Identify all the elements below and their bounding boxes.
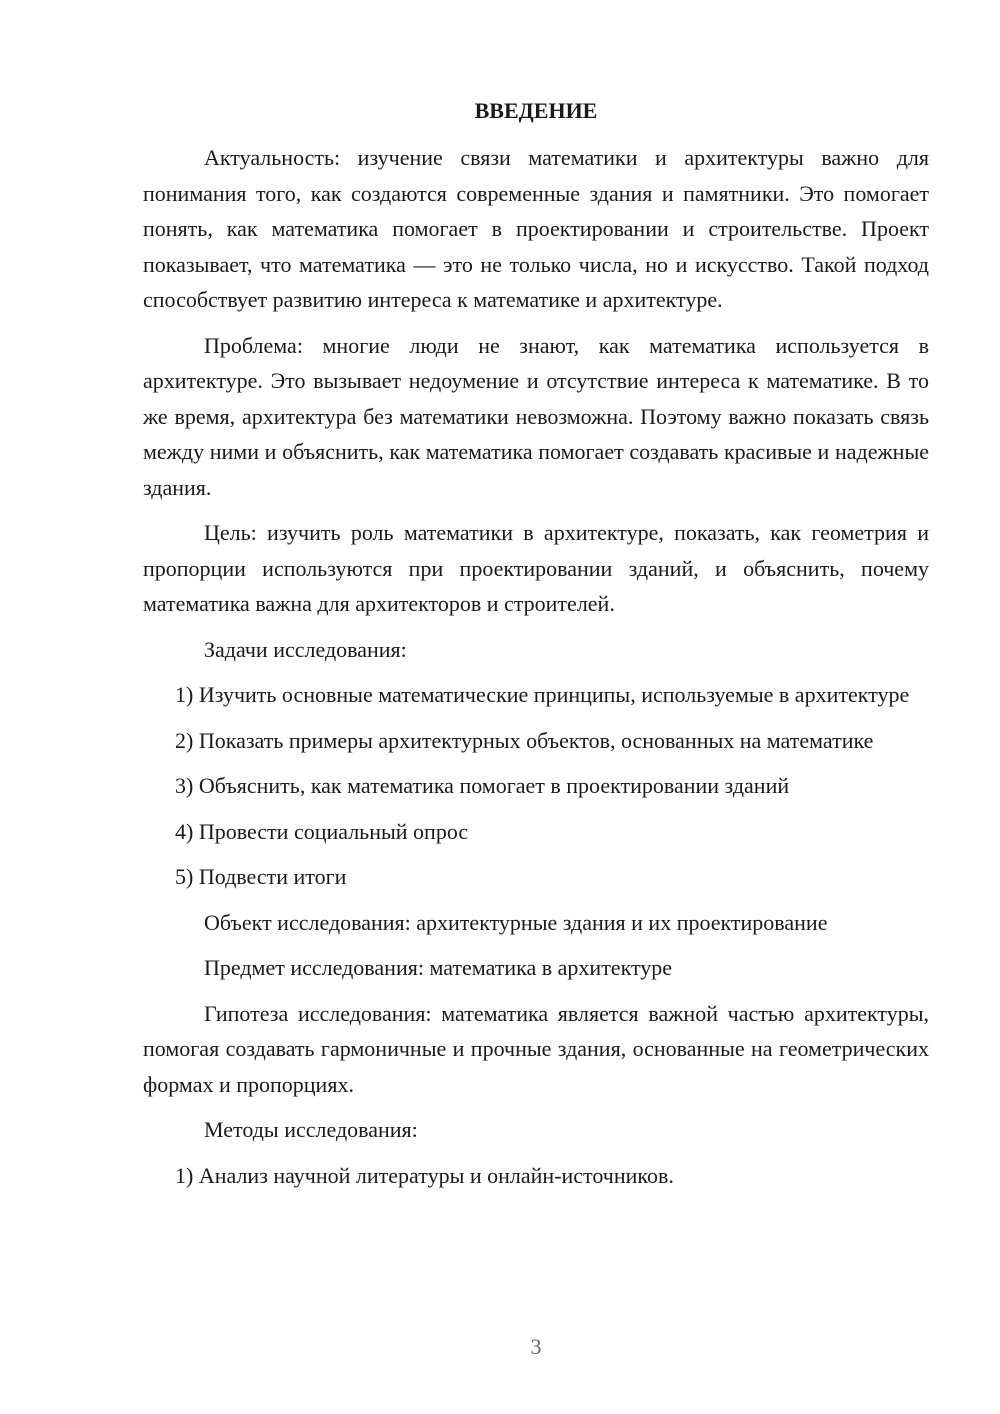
page-content [143, 96, 929, 1203]
methods-heading: Методы исследования: [204, 1117, 418, 1142]
relevance-paragraph: Актуальность: изучение связи математики и архитектуры важно для понимания того, как создаются современные здания и памятники. Это помогает понять, как математика помогает в проектировании и строительстве. Проект показывает, что математика — это не только числа, но и искусство. Такой подход способствует развитию интереса к математике и архитектуре. [143, 145, 929, 312]
method-item: 1) Анализ научной литературы и онлайн-источников. [175, 1162, 674, 1188]
subject-line: Предмет исследования: математика в архитектуре [204, 955, 673, 980]
tasks-heading: Задачи исследования: [204, 636, 407, 662]
page-number: 3 [530, 1334, 542, 1359]
task-item: 4) Провести социальный опрос [175, 818, 469, 844]
task-item: 3) Объяснить, как математика помогает в проектировании зданий [175, 773, 790, 798]
task-item: 5) Подвести итоги [175, 864, 347, 889]
problem-paragraph: Проблема: многие люди не знают, как математика используется в архитектуре. Это вызывает недоумение и отсутствие интереса к математике. В то же время, архитектура без математики невозможна. Поэтому важно показать связь между ними и объяснить, как математика помогает создавать красивые и надежные здания. [143, 332, 929, 500]
task-item: 2) Показать примеры архитектурных объектов, основанных на математике [175, 727, 874, 753]
goal-paragraph: Цель: изучить роль математики в архитектуре, показать, как геометрия и пропорции используются при проектировании зданий, и объяснить, почему математика важна для архитекторов и строителей. [143, 520, 929, 616]
task-item: 1) Изучить основные математические принципы, используемые в архитектуре [175, 682, 910, 707]
object-line: Объект исследования: архитектурные здания и их проектирование [204, 909, 828, 935]
hypothesis-paragraph: Гипотеза исследования: математика является важной частью архитектуры, помогая создавать гармоничные и прочные здания, основанные на геометрических формах и пропорциях. [143, 1000, 929, 1097]
page-title: ВВЕДЕНИЕ [474, 98, 598, 123]
